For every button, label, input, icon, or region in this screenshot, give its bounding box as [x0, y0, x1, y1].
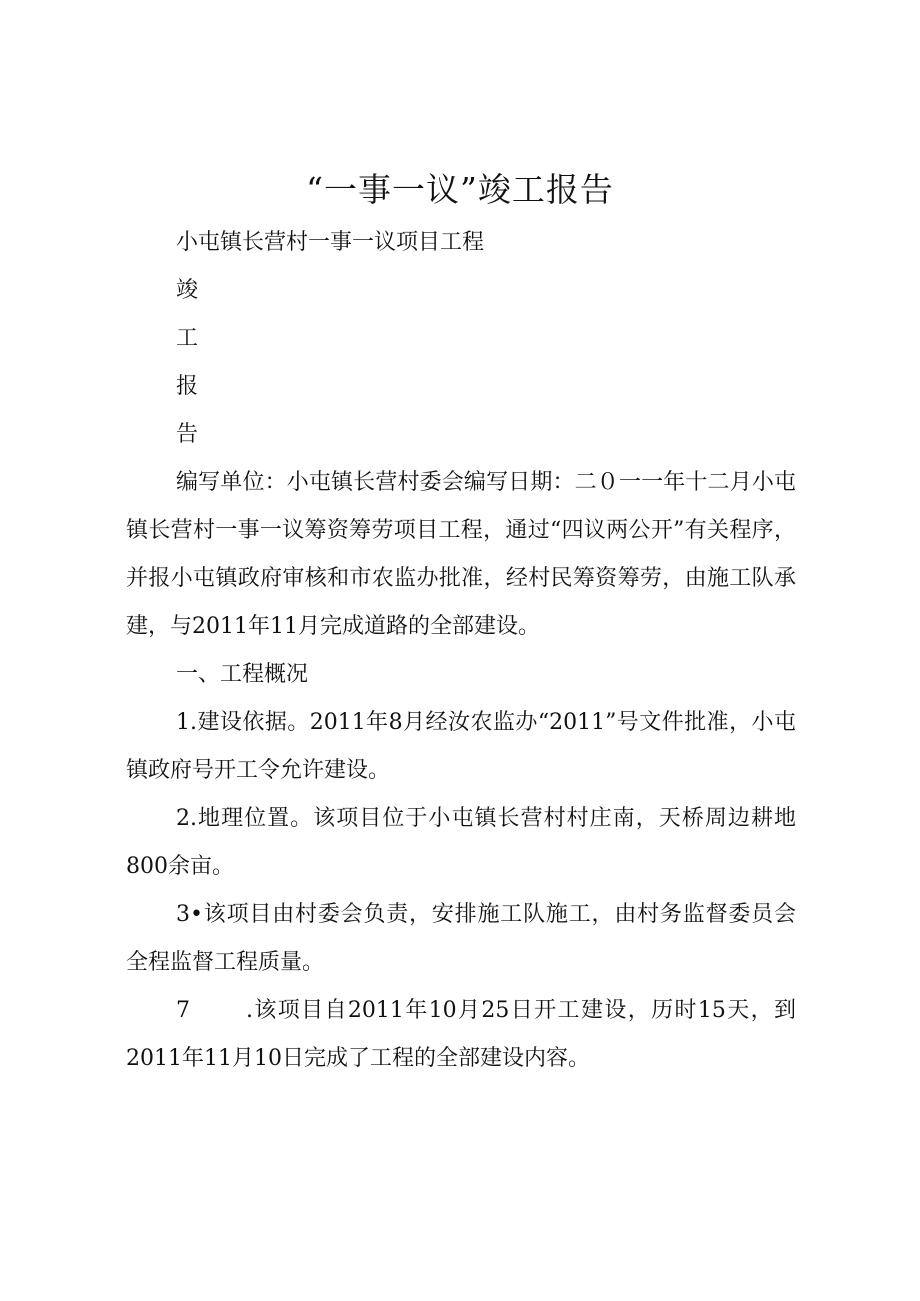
vertical-char-1: 竣: [176, 278, 199, 303]
project-subtitle: 小屯镇长营村一事一议项目工程: [176, 230, 485, 255]
item-3: [126, 891, 796, 987]
vertical-char-3: 报: [176, 374, 199, 399]
vertical-char-4: 告: [176, 422, 199, 447]
item-text: .建设依据。2011年8月经汝农监办“2011”号文件批准，小屯镇政府号开工令允许建设。: [126, 710, 796, 783]
item-4: [126, 987, 796, 1083]
item-text: •该项目由村委会负责，安排施工队施工，由村务监督委员会全程监督工程质量。: [126, 902, 796, 975]
item-number: 7: [176, 998, 190, 1023]
item-number: 1: [176, 710, 190, 735]
item-number: 3: [176, 902, 190, 927]
document-body: [126, 219, 796, 1083]
section-heading: 一、工程概况: [176, 662, 309, 687]
item-1: [126, 699, 796, 795]
item-number: 2: [176, 806, 190, 831]
item-2: [126, 795, 796, 891]
item-text: .地理位置。该项目位于小屯镇长营村村庄南，天桥周边耕地800余亩。: [126, 806, 796, 879]
intro-paragraph: 编写单位：小屯镇长营村委会编写日期：二０一一年十二月小屯镇长营村一事一议筹资筹劳项目工程，通过“四议两公开”有关程序，并报小屯镇政府审核和市农监办批准，经村民筹资筹劳，由施工队承建，与2011年11月完成道路的全部建设。: [126, 470, 796, 639]
vertical-char-2: 工: [176, 326, 199, 351]
page-title: “一事一议”竣工报告: [306, 170, 614, 209]
item-text: .该项目自2011年10月25日开工建设，历时15天，到2011年11月10日完成了工程的全部建设内容。: [126, 998, 796, 1071]
